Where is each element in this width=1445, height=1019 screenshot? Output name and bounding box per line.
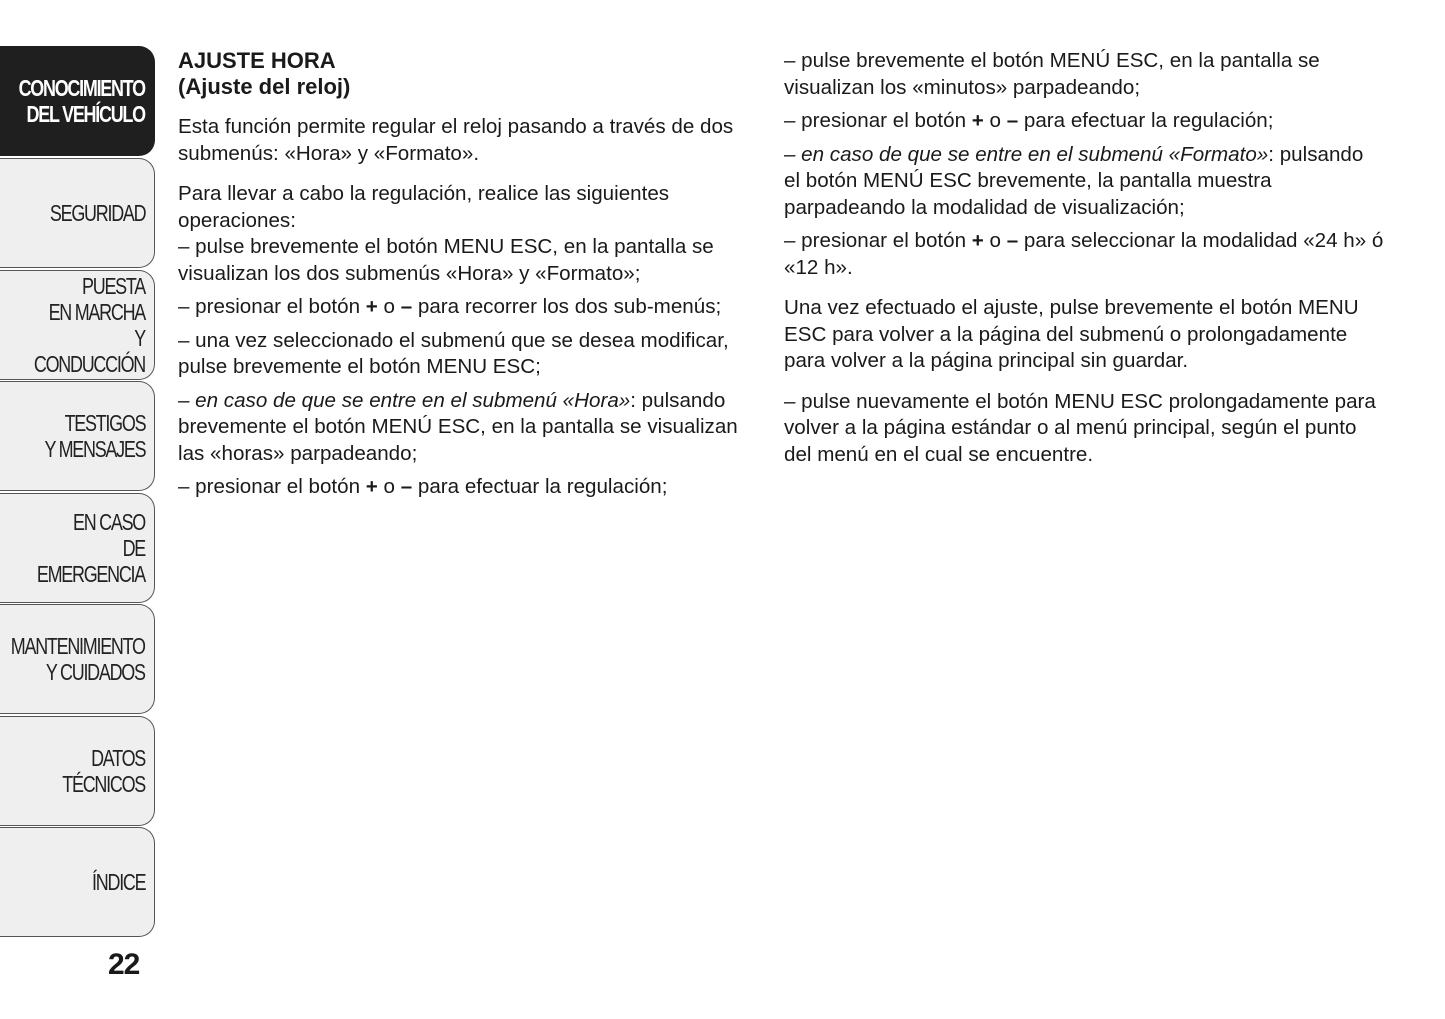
section-title: AJUSTE HORA bbox=[178, 48, 336, 73]
tab-label: CONOCIMIENTO DEL VEHÍCULO bbox=[18, 75, 145, 127]
tab-label: EN CASO DE EMERGENCIA bbox=[36, 509, 145, 587]
tab-label: DATOS TÉCNICOS bbox=[62, 745, 145, 797]
tab-label: ÍNDICE bbox=[91, 869, 145, 895]
step-select-submenu: – una vez seleccionado el submenú que se desea modificar, pulse brevemente el botón MENU ESC; bbox=[178, 328, 729, 378]
step-adjust-hours: – presionar el botón + o – para efectuar la regulación; bbox=[178, 475, 668, 498]
final-step: – pulse nuevamente el botón MENU ESC prolongadamente para volver a la página estándar o al menú principal, según el punto del menú en el cual se encuentre. bbox=[784, 389, 1376, 466]
tab-label: SEGURIDAD bbox=[49, 200, 145, 226]
tab-conocimiento-del-vehiculo[interactable] bbox=[0, 46, 155, 156]
chapter-sidebar bbox=[0, 0, 160, 1019]
tab-label: TESTIGOS Y MENSAJES bbox=[44, 410, 145, 462]
minus-symbol: – bbox=[1006, 229, 1019, 252]
intro-paragraph: Esta función permite regular el reloj pasando a través de dos submenús: «Hora» y «Formato». bbox=[178, 115, 734, 165]
tab-label: PUESTA EN MARCHA Y CONDUCCIÓN bbox=[33, 273, 145, 377]
tab-label: MANTENIMIENTO Y CUIDADOS bbox=[11, 633, 145, 685]
step-hora-submenu: – en caso de que se entre en el submenú «Hora»: pulsando brevemente el botón MENÚ ESC, en la pantalla se visualizan las «horas» parpadeando; bbox=[178, 388, 738, 465]
page-number: 22 bbox=[108, 948, 140, 981]
plus-symbol: + bbox=[365, 475, 378, 498]
tab-indice[interactable] bbox=[0, 827, 155, 937]
tab-datos-tecnicos[interactable] bbox=[0, 716, 155, 826]
minus-symbol: – bbox=[400, 475, 413, 498]
tab-mantenimiento-y-cuidados[interactable] bbox=[0, 604, 155, 714]
section-subtitle: (Ajuste del reloj) bbox=[178, 74, 351, 99]
content-column-right bbox=[784, 48, 1384, 468]
operations-intro: Para llevar a cabo la regulación, realice las siguientes operaciones: bbox=[178, 182, 670, 232]
content-column-left bbox=[178, 48, 768, 501]
minus-symbol: – bbox=[400, 295, 413, 318]
plus-symbol: + bbox=[971, 109, 984, 132]
tab-testigos-y-mensajes[interactable] bbox=[0, 381, 155, 491]
step-select-format: – presionar el botón + o – para seleccionar la modalidad «24 h» ó «12 h». bbox=[784, 229, 1384, 279]
step-open-menu: – pulse brevemente el botón MENU ESC, en la pantalla se visualizan los dos submenús «Hora» y «Formato»; bbox=[178, 235, 714, 285]
tab-seguridad[interactable] bbox=[0, 158, 155, 268]
step-minutes: – pulse brevemente el botón MENÚ ESC, en la pantalla se visualizan los «minutos» parpadeando; bbox=[784, 49, 1320, 99]
after-adjust-paragraph: Una vez efectuado el ajuste, pulse brevemente el botón MENU ESC para volver a la página del submenú o prolongadamente para volver a la página principal sin guardar. bbox=[784, 296, 1359, 372]
step-scroll-submenus: – presionar el botón + o – para recorrer los dos sub-menús; bbox=[178, 295, 722, 318]
minus-symbol: – bbox=[1006, 109, 1019, 132]
tab-en-caso-de-emergencia[interactable] bbox=[0, 493, 155, 603]
step-adjust-minutes: – presionar el botón + o – para efectuar la regulación; bbox=[784, 109, 1274, 132]
plus-symbol: + bbox=[365, 295, 378, 318]
tab-puesta-en-marcha[interactable] bbox=[0, 270, 155, 380]
plus-symbol: + bbox=[971, 229, 984, 252]
step-formato-submenu: – en caso de que se entre en el submenú «Formato»: pulsando el botón MENÚ ESC brevemente, la pantalla muestra parpadeando la modalidad de visualización; bbox=[784, 142, 1364, 219]
